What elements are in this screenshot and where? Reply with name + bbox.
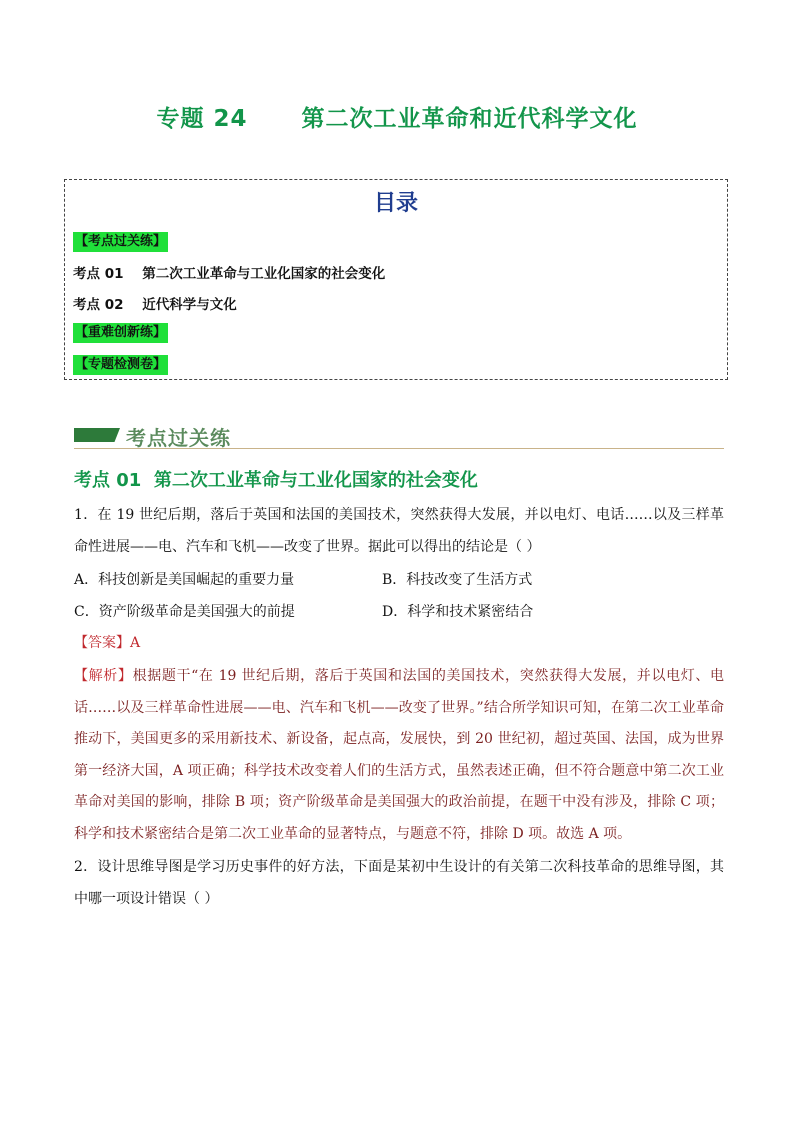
section-banner <box>74 422 724 449</box>
section-title: 考点 01 第二次工业革命与工业化国家的社会变化 <box>74 470 478 491</box>
toc-item-01: 考点 01 第二次工业革命与工业化国家的社会变化 <box>73 266 386 282</box>
answer-label: 【答案】 <box>74 635 130 651</box>
toc-heading: 目录 <box>373 191 418 216</box>
banner-text: 考点过关练 <box>126 426 231 450</box>
analysis-text: 根据题干“在 19 世纪后期，落后于英国和法国的美国技术，突然获得大发展，并以电灯、电话……以及三样革命性进展——电、汽车和飞机——改变了世界。”结合所学知识可知，在第二次工业革命推动下，美国更多的采用新技术、新设备，起点高，发展快，到 20 世纪初，超过英国、法国，成为世界第一经济大国，A 项正确；科学技术改变着人们的生活方式，虽然表述正确，但不符合题意中第二次工业革命对美国的影响，排除 B 项；资产阶级革命是美国强大的政治前提，在题干中没有涉及，排除 C 项；科学和技术紧密结合是第二次工业革命的显著特点，与题意不符，排除 D 项。故选 A 项。 <box>74 668 725 842</box>
toc-tag-difficult: 【重难创新练】 <box>73 323 168 343</box>
option-d: D．科学和技术紧密结合 <box>382 604 534 620</box>
answer <box>74 632 140 652</box>
answer-value: A <box>130 635 141 651</box>
banner-bar-decoration <box>74 428 120 442</box>
option-b: B．科技改变了生活方式 <box>382 572 533 588</box>
page-title: 专题 24 第二次工业革命和近代科学文化 <box>156 106 638 132</box>
option-a: A．科技创新是美国崛起的重要力量 <box>74 572 295 588</box>
analysis <box>74 661 724 850</box>
option-c: C．资产阶级革命是美国强大的前提 <box>74 604 295 620</box>
question-1-stem: 1．在 19 世纪后期，落后于英国和法国的美国技术，突然获得大发展，并以电灯、电话……以及三样革命性进展——电、汽车和飞机——改变了世界。据此可以得出的结论是（ ） <box>74 507 724 555</box>
question-2-stem: 2．设计思维导图是学习历史事件的好方法，下面是某初中生设计的有关第二次科技革命的思维导图，其中哪一项设计错误（ ） <box>74 859 724 907</box>
toc-tag-test: 【专题检测卷】 <box>73 355 168 375</box>
toc-item-02: 考点 02 近代科学与文化 <box>73 297 237 313</box>
analysis-label: 【解析】 <box>74 668 133 684</box>
table-of-contents <box>64 179 728 380</box>
toc-tag-practice: 【考点过关练】 <box>73 232 168 252</box>
